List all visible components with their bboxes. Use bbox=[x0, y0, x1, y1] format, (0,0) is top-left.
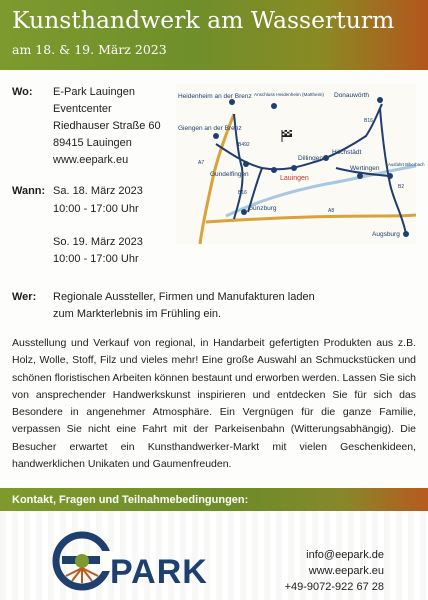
description-paragraph: Ausstellung und Verkauf von regional, in Handarbeit gefertigten Produkten aus z.B. Holz, Wolle, Stoff, Filz und vieles mehr! Eine große Auswahl an Schmuckstücken und schönen floristischen Arbeiten können bestaunt und erworben werden. Lassen Sie sich von ansprechender Handwerkskunst inspirieren und entdecken Sie für sich das Besondere in angenehmer Atmosphäre. Ein Vergnügen für die ganze Familie, verpassen Sie nicht eine Fahrt mit der Parkeisenbahn (Witterungsabhängig). Die Besucher erwartet ein Kunsthandwerker-Markt mit vielen Geschenkideen, handwerklichen Unikaten und Gaumenfreuden. bbox=[12, 337, 416, 471]
contact-box bbox=[0, 511, 428, 600]
map-label-ausfahrt: Ausfahrt Biberbach bbox=[388, 162, 425, 167]
wer-text: Regionale Aussteller, Firmen und Manufakturen laden zum Markterlebnis im Frühling ein. bbox=[53, 291, 315, 320]
map-label-b16-north: B16 bbox=[364, 118, 373, 124]
map-label-wertingen: Wertingen bbox=[350, 165, 380, 172]
page-subtitle: am 18. & 19. März 2023 bbox=[12, 42, 167, 57]
wer-label: Wer: bbox=[12, 291, 37, 303]
map-label-dillingen: Dillingen bbox=[298, 155, 323, 162]
map-label-b492: B492 bbox=[238, 142, 250, 148]
map-label-b16-south: B16 bbox=[238, 190, 247, 196]
wann-line-2: 10:00 - 17:00 Uhr bbox=[53, 203, 139, 215]
wann-line-3: So. 19. März 2023 bbox=[53, 236, 143, 248]
wo-line-4: 89415 Lauingen bbox=[53, 137, 132, 149]
map-label-anschluss: Anschluss Heidenheim (Mattheim) bbox=[254, 92, 324, 97]
wann-line-4: 10:00 - 17:00 Uhr bbox=[53, 253, 139, 265]
wo-line-1: E-Park Lauingen bbox=[53, 86, 135, 98]
train-wheel-icon bbox=[56, 535, 116, 587]
footer-banner bbox=[0, 488, 428, 600]
map-label-hoechstaedt: Höchstädt bbox=[332, 149, 362, 156]
contact-phone[interactable]: +49-9072-922 67 28 bbox=[284, 581, 384, 593]
route-map bbox=[176, 84, 425, 244]
map-label-giengen: Giengen an der Brenz bbox=[178, 125, 242, 132]
page-title: Kunsthandwerk am Wasserturm bbox=[12, 6, 395, 34]
map-label-heidenheim: Heidenheim an der Brenz bbox=[178, 93, 252, 100]
contact-website-link[interactable]: www.eepark.eu bbox=[308, 565, 384, 577]
contact-details bbox=[285, 547, 384, 595]
wann-line-1: Sa. 18. März 2023 bbox=[53, 185, 143, 197]
eepark-logo bbox=[44, 521, 224, 597]
map-label-donauwoerth: Donauwörth bbox=[334, 92, 370, 99]
map-label-b2: B2 bbox=[398, 184, 405, 190]
wo-line-3: Riedhauser Straße 60 bbox=[53, 120, 161, 132]
map-label-lauingen: Lauingen bbox=[280, 175, 309, 182]
wann-label: Wann: bbox=[12, 185, 46, 197]
wo-label: Wo: bbox=[12, 86, 33, 98]
map-label-a8: A8 bbox=[328, 208, 335, 214]
header-banner bbox=[0, 0, 428, 70]
map-label-a7: A7 bbox=[198, 160, 205, 166]
logo-wordmark: PARK bbox=[110, 553, 208, 591]
map-label-gundelfingen: Gundelfingen bbox=[210, 171, 249, 178]
wo-line-2: Eventcenter bbox=[53, 103, 112, 115]
wo-website-link[interactable]: www.eepark.eu bbox=[53, 154, 129, 166]
map-label-augsburg: Augsburg bbox=[372, 231, 400, 238]
map-label-guenzburg: Günzburg bbox=[248, 205, 277, 212]
contact-heading: Kontakt, Fragen und Teilnahmebedingungen: bbox=[12, 494, 249, 506]
contact-email-link[interactable]: info@eepark.de bbox=[306, 549, 384, 561]
